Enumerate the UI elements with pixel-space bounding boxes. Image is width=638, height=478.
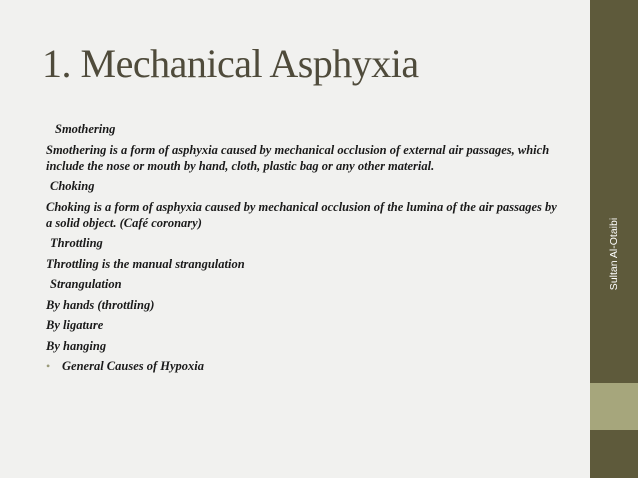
by-hands-item: By hands (throttling) [46,297,155,312]
smothering-text: Smothering is a form of asphyxia caused by mechanical occlusion of external air passages, which include the nose or mouth by hand, cloth, plastic bag or any other material. [46,142,550,173]
by-hanging-item: By hanging [46,338,107,353]
sidebar-accent-block [590,383,638,430]
smothering-heading: Smothering [55,122,116,136]
throttling-heading: Throttling [50,236,103,250]
choking-heading: Choking [50,179,95,193]
bullet-icon: • [46,359,51,373]
slide-body [46,121,566,374]
by-ligature-item: By ligature [46,318,104,332]
choking-text: Choking is a form of asphyxia caused by mechanical occlusion of the lumina of the air passages by a solid object. (Café coronary) [46,199,557,230]
slide-title: 1. Mechanical Asphyxia [42,41,419,86]
general-causes-bullet [46,358,566,374]
strangulation-heading: Strangulation [50,277,122,291]
general-causes-text: General Causes of Hypoxia [62,359,205,373]
throttling-text: Throttling is the manual strangulation [46,256,245,271]
author-vertical-label: Sultan Al-Otaibi [608,217,620,291]
